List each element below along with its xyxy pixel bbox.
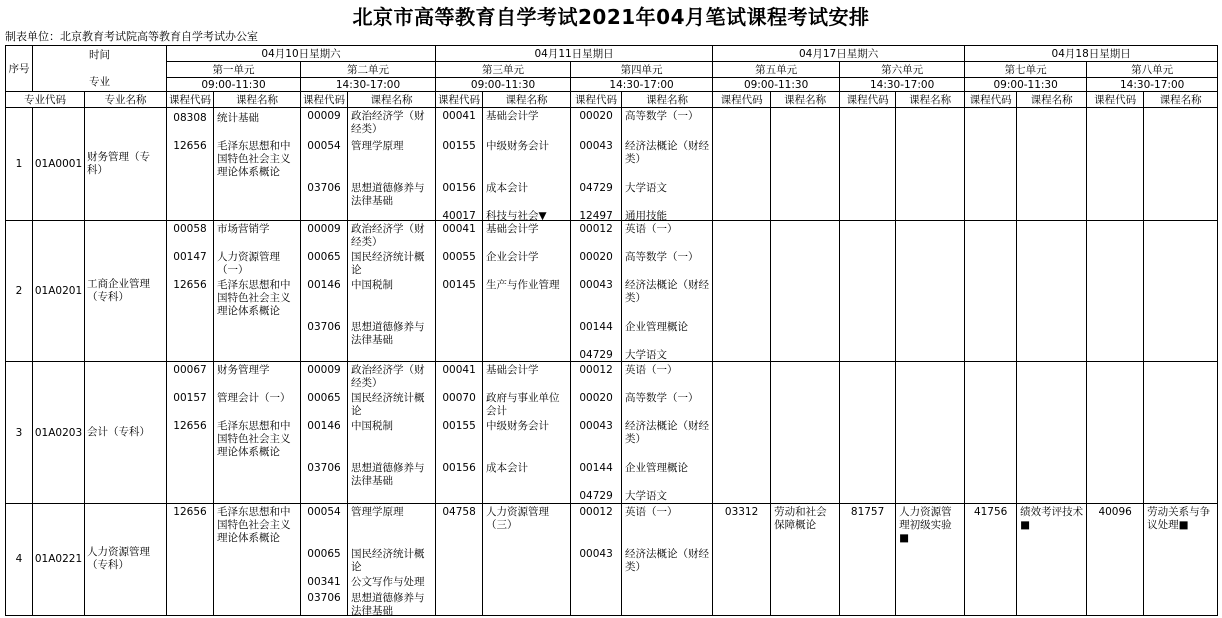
- date-header: 04月10日星期六: [167, 46, 436, 62]
- course-name: 经济法概论（财经类）: [625, 279, 710, 305]
- unit-time: 09:00-11:30: [713, 78, 840, 92]
- course-name-cell: [214, 108, 301, 221]
- course-name-cell: [1144, 503, 1218, 615]
- course-code-cell: [167, 362, 214, 503]
- course-code-cell: [965, 108, 1017, 221]
- time-major-corner: [33, 46, 167, 92]
- course-code-cell: [571, 108, 622, 221]
- course-name: 劳动和社会保障概论: [774, 505, 827, 531]
- issuer-label: 制表单位：北京教育考试院高等教育自学考试办公室: [5, 30, 258, 43]
- row-seq: 4: [6, 503, 33, 615]
- course-name: 科技与社会▼: [486, 210, 547, 223]
- course-name: 成本会计: [486, 182, 529, 195]
- course-name: 中国税制: [351, 279, 393, 292]
- course-name: 大学语文: [625, 490, 668, 503]
- course-name: 英语（一）: [625, 223, 678, 236]
- unit-label: 第二单元: [301, 62, 436, 78]
- course-name: 人力资源管理初级实验■: [899, 505, 952, 544]
- course-code: 00156: [442, 462, 476, 475]
- date-header: 04月18日星期日: [965, 46, 1218, 62]
- unit-label: 第四单元: [571, 62, 713, 78]
- course-name: 经济法概论（财经类）: [625, 420, 710, 446]
- course-name-cell: [1144, 108, 1218, 221]
- row-seq: 3: [6, 362, 33, 503]
- course-name-cell: [348, 221, 436, 362]
- course-name-header: 课程名称: [1017, 92, 1087, 108]
- course-code: 03706: [307, 591, 341, 604]
- course-name: 中国税制: [351, 420, 393, 433]
- course-name-cell: [1017, 362, 1087, 503]
- course-code-cell: [436, 108, 483, 221]
- course-name-cell: [1017, 503, 1087, 615]
- course-code-cell: [301, 221, 348, 362]
- course-code-cell: [167, 108, 214, 221]
- course-name: 基础会计学: [486, 110, 539, 123]
- course-code: 00144: [579, 462, 613, 475]
- course-code: 00012: [579, 505, 613, 518]
- course-name: 国民经济统计概论: [351, 547, 425, 573]
- major-name: 工商企业管理（专科）: [85, 221, 167, 362]
- course-code-cell: [713, 221, 771, 362]
- course-code: 00041: [442, 364, 476, 377]
- course-code-cell: [436, 503, 483, 615]
- course-name: 企业会计学: [486, 251, 539, 264]
- course-code: 12656: [173, 420, 207, 433]
- course-code-cell: [571, 221, 622, 362]
- course-code: 00058: [173, 223, 207, 236]
- course-code: 03312: [724, 505, 759, 518]
- course-name: 高等数学（一）: [625, 392, 699, 405]
- course-code-cell: [965, 503, 1017, 615]
- major-code: 01A0201: [33, 221, 85, 362]
- date-header: 04月17日星期六: [713, 46, 965, 62]
- time-header: 时间: [89, 49, 110, 61]
- course-name-cell: [622, 221, 713, 362]
- course-code: 00156: [442, 182, 476, 195]
- course-name: 毛泽东思想和中国特色社会主义理论体系概论: [217, 505, 291, 544]
- major-code: 01A0001: [33, 108, 85, 221]
- course-name: 政治经济学（财经类）: [351, 364, 425, 390]
- course-name: 英语（一）: [625, 364, 678, 377]
- course-name-header: 课程名称: [896, 92, 965, 108]
- course-code: 00043: [579, 279, 613, 292]
- course-name-cell: [896, 503, 965, 615]
- course-code: 00041: [442, 110, 476, 123]
- date-header: 04月11日星期日: [436, 46, 713, 62]
- course-code: 03706: [307, 321, 341, 334]
- course-name-header: 课程名称: [1144, 92, 1218, 108]
- course-code-cell: [436, 362, 483, 503]
- course-name: 大学语文: [625, 182, 668, 195]
- unit-time: 14:30-17:00: [1087, 78, 1218, 92]
- course-name: 公文写作与处理: [351, 575, 425, 588]
- course-name-cell: [896, 221, 965, 362]
- course-code: 03706: [307, 182, 341, 195]
- course-code-cell: [436, 221, 483, 362]
- course-code: 08308: [173, 112, 207, 125]
- course-name: 大学语文: [625, 349, 668, 362]
- course-code-cell: [840, 221, 896, 362]
- course-code-cell: [167, 221, 214, 362]
- table-row: [6, 362, 1218, 503]
- course-name: 中级财务会计: [486, 140, 550, 153]
- course-code-header: 课程代码: [965, 92, 1017, 108]
- course-code-header: 课程代码: [436, 92, 483, 108]
- course-name: 生产与作业管理: [486, 279, 560, 292]
- course-code: 00020: [579, 251, 613, 264]
- unit-label: 第七单元: [965, 62, 1087, 78]
- course-code: 00155: [442, 140, 476, 153]
- course-code: 00012: [579, 364, 613, 377]
- course-name-header: 课程名称: [214, 92, 301, 108]
- course-name-cell: [483, 108, 571, 221]
- course-code: 00145: [442, 279, 476, 292]
- table-row: [6, 108, 1218, 221]
- course-code: 00067: [173, 364, 207, 377]
- course-name: 政治经济学（财经类）: [351, 223, 425, 249]
- major-name: 财务管理（专科）: [85, 108, 167, 221]
- course-code-cell: [840, 503, 896, 615]
- course-name: 成本会计: [486, 462, 529, 475]
- course-code: 00157: [173, 392, 207, 405]
- course-code: 00041: [442, 223, 476, 236]
- course-name-cell: [348, 503, 436, 615]
- course-code: 00043: [579, 547, 613, 560]
- course-code: 04729: [579, 349, 613, 362]
- course-name-cell: [622, 108, 713, 221]
- course-code-cell: [1087, 362, 1144, 503]
- course-code-header: 课程代码: [571, 92, 622, 108]
- course-name: 思想道德修养与法律基础: [351, 182, 425, 208]
- course-code: 00054: [307, 140, 341, 153]
- course-code-cell: [840, 108, 896, 221]
- course-code: 00070: [442, 392, 476, 405]
- course-name-header: 课程名称: [622, 92, 713, 108]
- course-name: 中级财务会计: [486, 420, 550, 433]
- seq-header: 序号: [6, 46, 33, 92]
- course-name-header: 课程名称: [483, 92, 571, 108]
- course-code: 04758: [442, 505, 476, 518]
- course-code-cell: [840, 362, 896, 503]
- course-name-cell: [1144, 362, 1218, 503]
- course-code: 00065: [307, 547, 341, 560]
- major-code: 01A0221: [33, 503, 85, 615]
- course-code: 00065: [307, 392, 341, 405]
- course-code-cell: [1087, 108, 1144, 221]
- course-name-cell: [483, 362, 571, 503]
- course-name-cell: [483, 503, 571, 615]
- course-code: 00065: [307, 251, 341, 264]
- course-name: 思想道德修养与法律基础: [351, 321, 425, 347]
- course-code-header: 课程代码: [1087, 92, 1144, 108]
- course-code: 00009: [307, 364, 341, 377]
- course-name: 管理会计（一）: [217, 392, 291, 405]
- course-name-cell: [896, 362, 965, 503]
- course-name-cell: [771, 221, 840, 362]
- course-code: 00146: [307, 420, 341, 433]
- course-name: 国民经济统计概论: [351, 392, 425, 418]
- course-code-header: 课程代码: [713, 92, 771, 108]
- unit-label: 第八单元: [1087, 62, 1218, 78]
- course-name: 英语（一）: [625, 505, 678, 518]
- course-code-cell: [713, 362, 771, 503]
- row-seq: 1: [6, 108, 33, 221]
- course-code-cell: [571, 362, 622, 503]
- course-code: 00043: [579, 140, 613, 153]
- course-code: 00055: [442, 251, 476, 264]
- row-seq: 2: [6, 221, 33, 362]
- course-code-cell: [1087, 503, 1144, 615]
- course-name: 经济法概论（财经类）: [625, 140, 710, 166]
- course-code: 12656: [173, 505, 207, 518]
- course-name: 政府与事业单位会计: [486, 392, 560, 418]
- course-name: 市场营销学: [217, 223, 270, 236]
- course-name: 人力资源管理（一）: [217, 251, 280, 277]
- page-title: 北京市高等教育自学考试2021年04月笔试课程考试安排: [352, 5, 870, 29]
- course-code-cell: [301, 503, 348, 615]
- unit-time: 14:30-17:00: [571, 78, 713, 92]
- course-name-cell: [771, 362, 840, 503]
- course-code-cell: [713, 503, 771, 615]
- course-name: 基础会计学: [486, 223, 539, 236]
- course-code: 12656: [173, 279, 207, 292]
- course-code-cell: [1087, 221, 1144, 362]
- unit-label: 第六单元: [840, 62, 965, 78]
- course-code-header: 课程代码: [301, 92, 348, 108]
- course-name: 管理学原理: [351, 505, 404, 518]
- major-name-header: 专业名称: [85, 92, 167, 108]
- course-code: 12497: [579, 210, 613, 223]
- course-code: 00020: [579, 392, 613, 405]
- course-code-cell: [965, 221, 1017, 362]
- unit-time: 09:00-11:30: [965, 78, 1087, 92]
- course-name: 高等数学（一）: [625, 251, 699, 264]
- course-name-cell: [483, 221, 571, 362]
- course-code: 00012: [579, 223, 613, 236]
- course-code: 41756: [973, 505, 1008, 518]
- course-name-header: 课程名称: [771, 92, 840, 108]
- course-name-cell: [622, 362, 713, 503]
- major-code: 01A0203: [33, 362, 85, 503]
- major-name: 人力资源管理（专科）: [85, 503, 167, 615]
- course-name: 经济法概论（财经类）: [625, 547, 710, 573]
- course-name: 管理学原理: [351, 140, 404, 153]
- course-name-cell: [214, 503, 301, 615]
- course-code-cell: [571, 503, 622, 615]
- course-name: 毛泽东思想和中国特色社会主义理论体系概论: [217, 140, 291, 179]
- unit-time: 09:00-11:30: [436, 78, 571, 92]
- course-code: 00144: [579, 321, 613, 334]
- unit-label: 第五单元: [713, 62, 840, 78]
- exam-schedule-table: [5, 45, 1218, 616]
- course-name: 高等数学（一）: [625, 110, 699, 123]
- course-name-header: 课程名称: [348, 92, 436, 108]
- course-name-cell: [214, 362, 301, 503]
- course-code: 04729: [579, 490, 613, 503]
- course-code-header: 课程代码: [840, 92, 896, 108]
- course-code: 00009: [307, 223, 341, 236]
- course-code-cell: [301, 108, 348, 221]
- major-name: 会计（专科）: [85, 362, 167, 503]
- course-code: 00054: [307, 505, 341, 518]
- unit-label: 第一单元: [167, 62, 301, 78]
- course-name-cell: [1017, 108, 1087, 221]
- course-code-cell: [965, 362, 1017, 503]
- course-name: 统计基础: [217, 112, 259, 125]
- course-name: 思想道德修养与法律基础: [351, 591, 425, 617]
- course-name: 绩效考评技术■: [1020, 505, 1084, 531]
- course-name-cell: [896, 108, 965, 221]
- course-code: 04729: [579, 182, 613, 195]
- course-name-cell: [348, 362, 436, 503]
- course-name-cell: [1144, 221, 1218, 362]
- unit-label: 第三单元: [436, 62, 571, 78]
- table-row: [6, 503, 1218, 615]
- course-name-cell: [622, 503, 713, 615]
- course-name-cell: [1017, 221, 1087, 362]
- course-name: 企业管理概论: [625, 321, 689, 334]
- course-code: 12656: [173, 140, 207, 153]
- course-name-cell: [214, 221, 301, 362]
- course-name: 思想道德修养与法律基础: [351, 462, 425, 488]
- course-name: 劳动关系与争议处理■: [1147, 505, 1211, 531]
- course-name: 基础会计学: [486, 364, 539, 377]
- course-code: 00155: [442, 420, 476, 433]
- table-row: [6, 221, 1218, 362]
- course-code: 00341: [307, 575, 341, 588]
- course-code: 00043: [579, 420, 613, 433]
- course-code-header: 课程代码: [167, 92, 214, 108]
- course-name: 人力资源管理（三）: [486, 505, 550, 531]
- course-code: 81757: [850, 505, 885, 518]
- course-code-cell: [301, 362, 348, 503]
- course-name: 政治经济学（财经类）: [351, 110, 425, 136]
- course-name: 毛泽东思想和中国特色社会主义理论体系概论: [217, 420, 291, 459]
- major-code-header: 专业代码: [6, 92, 85, 108]
- course-name: 通用技能: [625, 210, 668, 223]
- course-code-cell: [167, 503, 214, 615]
- course-name-cell: [348, 108, 436, 221]
- unit-time: 14:30-17:00: [301, 78, 436, 92]
- course-code: 00146: [307, 279, 341, 292]
- unit-time: 09:00-11:30: [167, 78, 301, 92]
- course-code: 00009: [307, 110, 341, 123]
- course-code: 00147: [173, 251, 207, 264]
- course-name: 企业管理概论: [625, 462, 689, 475]
- course-name-cell: [771, 503, 840, 615]
- course-name: 国民经济统计概论: [351, 251, 425, 277]
- course-name: 毛泽东思想和中国特色社会主义理论体系概论: [217, 279, 291, 318]
- unit-time: 14:30-17:00: [840, 78, 965, 92]
- course-name: 财务管理学: [217, 364, 270, 377]
- course-name-cell: [771, 108, 840, 221]
- course-code: 40017: [442, 210, 476, 223]
- course-code: 40096: [1098, 505, 1132, 518]
- course-code-cell: [713, 108, 771, 221]
- course-code: 00020: [579, 110, 613, 123]
- major-header: 专业: [89, 76, 110, 89]
- course-code: 03706: [307, 462, 341, 475]
